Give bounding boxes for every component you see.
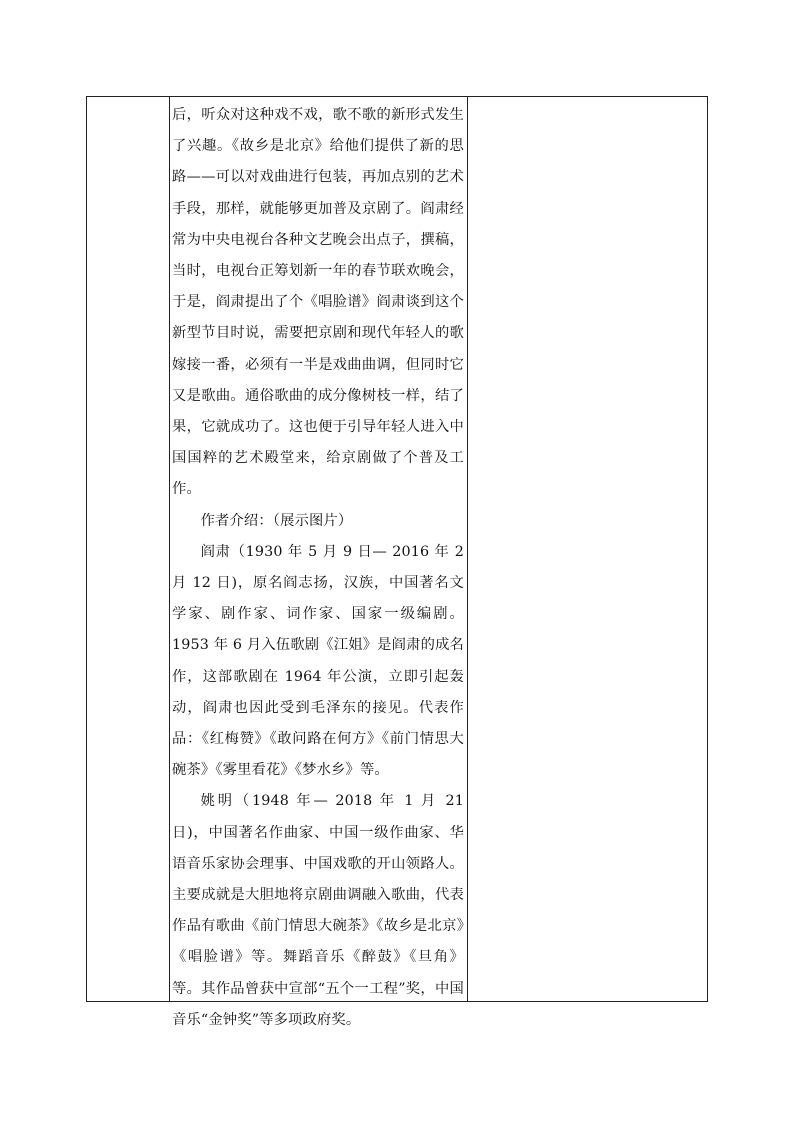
table-middle-cell-text [172, 100, 464, 1036]
paragraph-author-intro: 作者介绍：（展示图片） [200, 512, 353, 529]
column-divider-right [467, 97, 468, 1001]
paragraph-continuation: 后，听众对这种戏不戏，歌不歌的新形式发生了兴趣。《故乡是北京》给他们提供了新的思路——可以对戏曲进行包装，再加点别的艺术手段，那样，就能够更加普及京剧了。阎肃经常为中央电视台各种文艺晚会出点子，撰稿，当时，电视台正筹划新一年的春节联欢晚会，于是，阎肃提出了个《唱脸谱》阎肃谈到这个新型节目时说，需要把京剧和现代年轻人的歌嫁接一番，必须有一半是戏曲曲调，但同时它又是歌曲。通俗歌曲的成分像树枝一样，结了果，它就成功了。这也便于引导年轻人进入中国国粹的艺术殿堂来，给京剧做了个普及工作。 [172, 107, 464, 498]
paragraph-yan-su: 阎肃（1930 年 5 月 9 日— 2016 年 2 月 12 日)，原名阎志扬，汉族，中国著名文学家、剧作家、词作家、国家一级编剧。1953 年 6 月入伍歌剧《江姐》是阎肃的成名作，这部歌剧在 1964 年公演，立即引起轰动，阎肃也因此受到毛泽东的接见。代表作品：《红梅赞》《敢问路在何方》《前门情思大碗茶》《雾里看花》《梦水乡》等。 [172, 543, 464, 779]
paragraph-yao-ming: 姚明（1948 年— 2018 年 1 月 21 日)，中国著名作曲家、中国一级作曲家、华语音乐家协会理事、中国戏歌的开山领路人。主要成就是大胆地将京剧曲调融入歌曲，代表作品有歌曲《前门情思大碗茶》《故乡是北京》《唱脸谱》等。舞蹈音乐《醉鼓》《旦角》等。其作品曾获中宣部“五个一工程”奖，中国音乐“金钟奖”等多项政府奖。 [172, 793, 464, 1028]
column-divider-left [169, 97, 170, 1001]
